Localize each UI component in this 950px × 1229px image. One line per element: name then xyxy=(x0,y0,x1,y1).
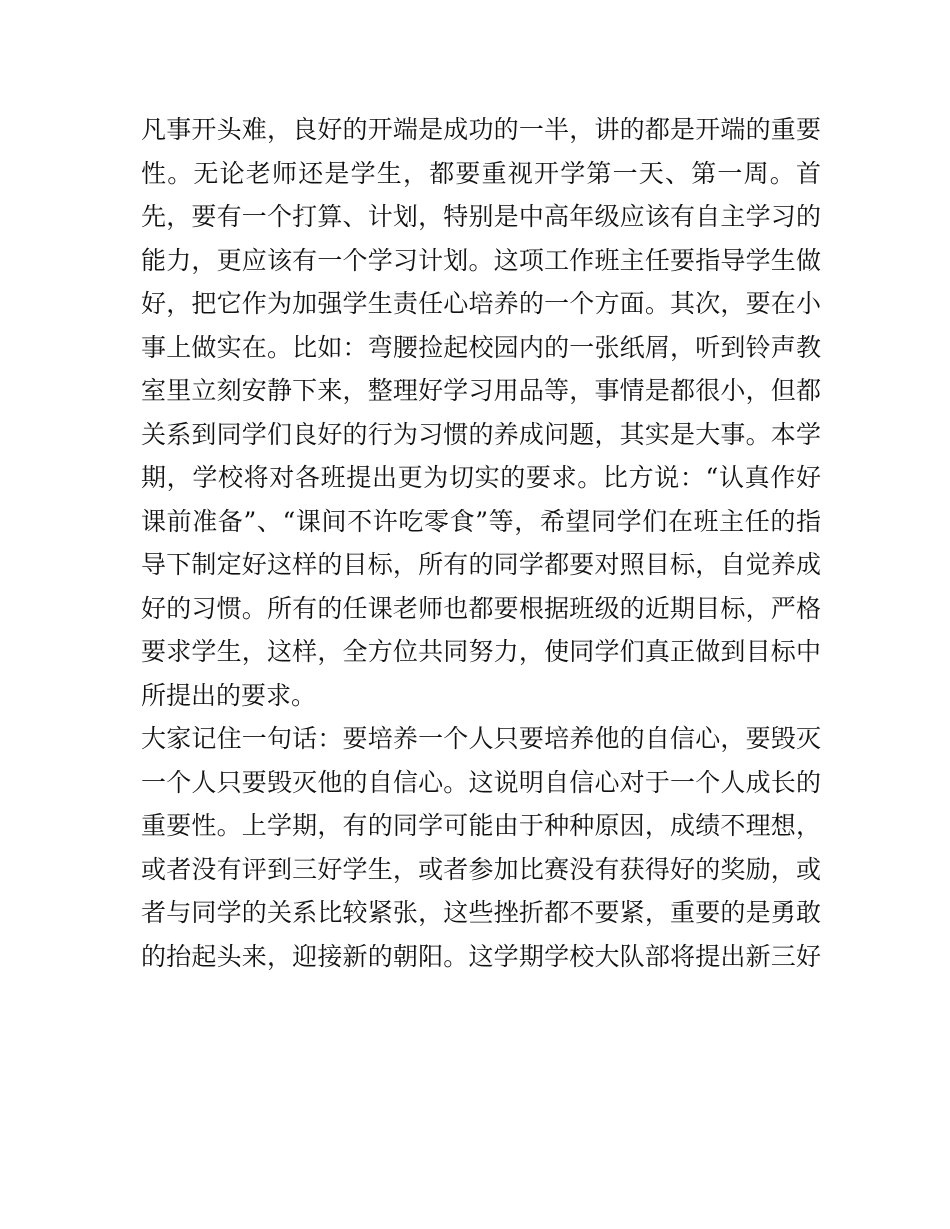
paragraph-2 xyxy=(141,717,821,978)
text-line: 所提出的要求。 xyxy=(141,680,317,710)
text-line: 一个人只要毁灭他的自信心。这说明自信心对于一个人成长的 xyxy=(141,767,821,797)
text-line: 课前准备”、“课间不许吃零食”等，希望同学们在班主任的指 xyxy=(141,506,821,536)
text-line: 导下制定好这样的目标，所有的同学都要对照目标，自觉养成 xyxy=(141,550,821,579)
text-line: 事上做实在。比如：弯腰捡起校园内的一张纸屑，听到铃声教 xyxy=(141,332,821,362)
text-line: 的抬起头来，迎接新的朝阳。这学期学校大队部将提出新三好 xyxy=(141,941,821,971)
text-line: 关系到同学们良好的行为习惯的养成问题，其实是大事。本学 xyxy=(141,419,821,449)
paragraph-1 xyxy=(141,108,821,717)
text-line: 能力，更应该有一个学习计划。这项工作班主任要指导学生做 xyxy=(141,245,821,275)
text-line: 先，要有一个打算、计划，特别是中高年级应该有自主学习的 xyxy=(141,202,821,231)
text-line: 要求学生，这样，全方位共同努力，使同学们真正做到目标中 xyxy=(141,637,821,666)
text-line: 好的习惯。所有的任课老师也都要根据班级的近期目标，严格 xyxy=(141,593,821,623)
text-line: 或者没有评到三好学生，或者参加比赛没有获得好的奖励，或 xyxy=(141,854,821,884)
text-line: 好，把它作为加强学生责任心培养的一个方面。其次，要在小 xyxy=(141,289,821,318)
text-line: 凡事开头难，良好的开端是成功的一半，讲的都是开端的重要 xyxy=(141,115,821,144)
text-line: 性。无论老师还是学生，都要重视开学第一天、第一周。首 xyxy=(141,158,821,188)
text-line: 期，学校将对各班提出更为切实的要求。比方说：“认真作好 xyxy=(141,463,821,492)
text-line: 重要性。上学期，有的同学可能由于种种原因，成绩不理想， xyxy=(141,811,821,840)
body-text xyxy=(141,108,821,978)
text-line: 大家记住一句话：要培养一个人只要培养他的自信心，要毁灭 xyxy=(141,724,821,753)
text-line: 室里立刻安静下来，整理好学习用品等，事情是都很小，但都 xyxy=(141,376,821,405)
text-line: 者与同学的关系比较紧张，这些挫折都不要紧，重要的是勇敢 xyxy=(141,898,821,927)
